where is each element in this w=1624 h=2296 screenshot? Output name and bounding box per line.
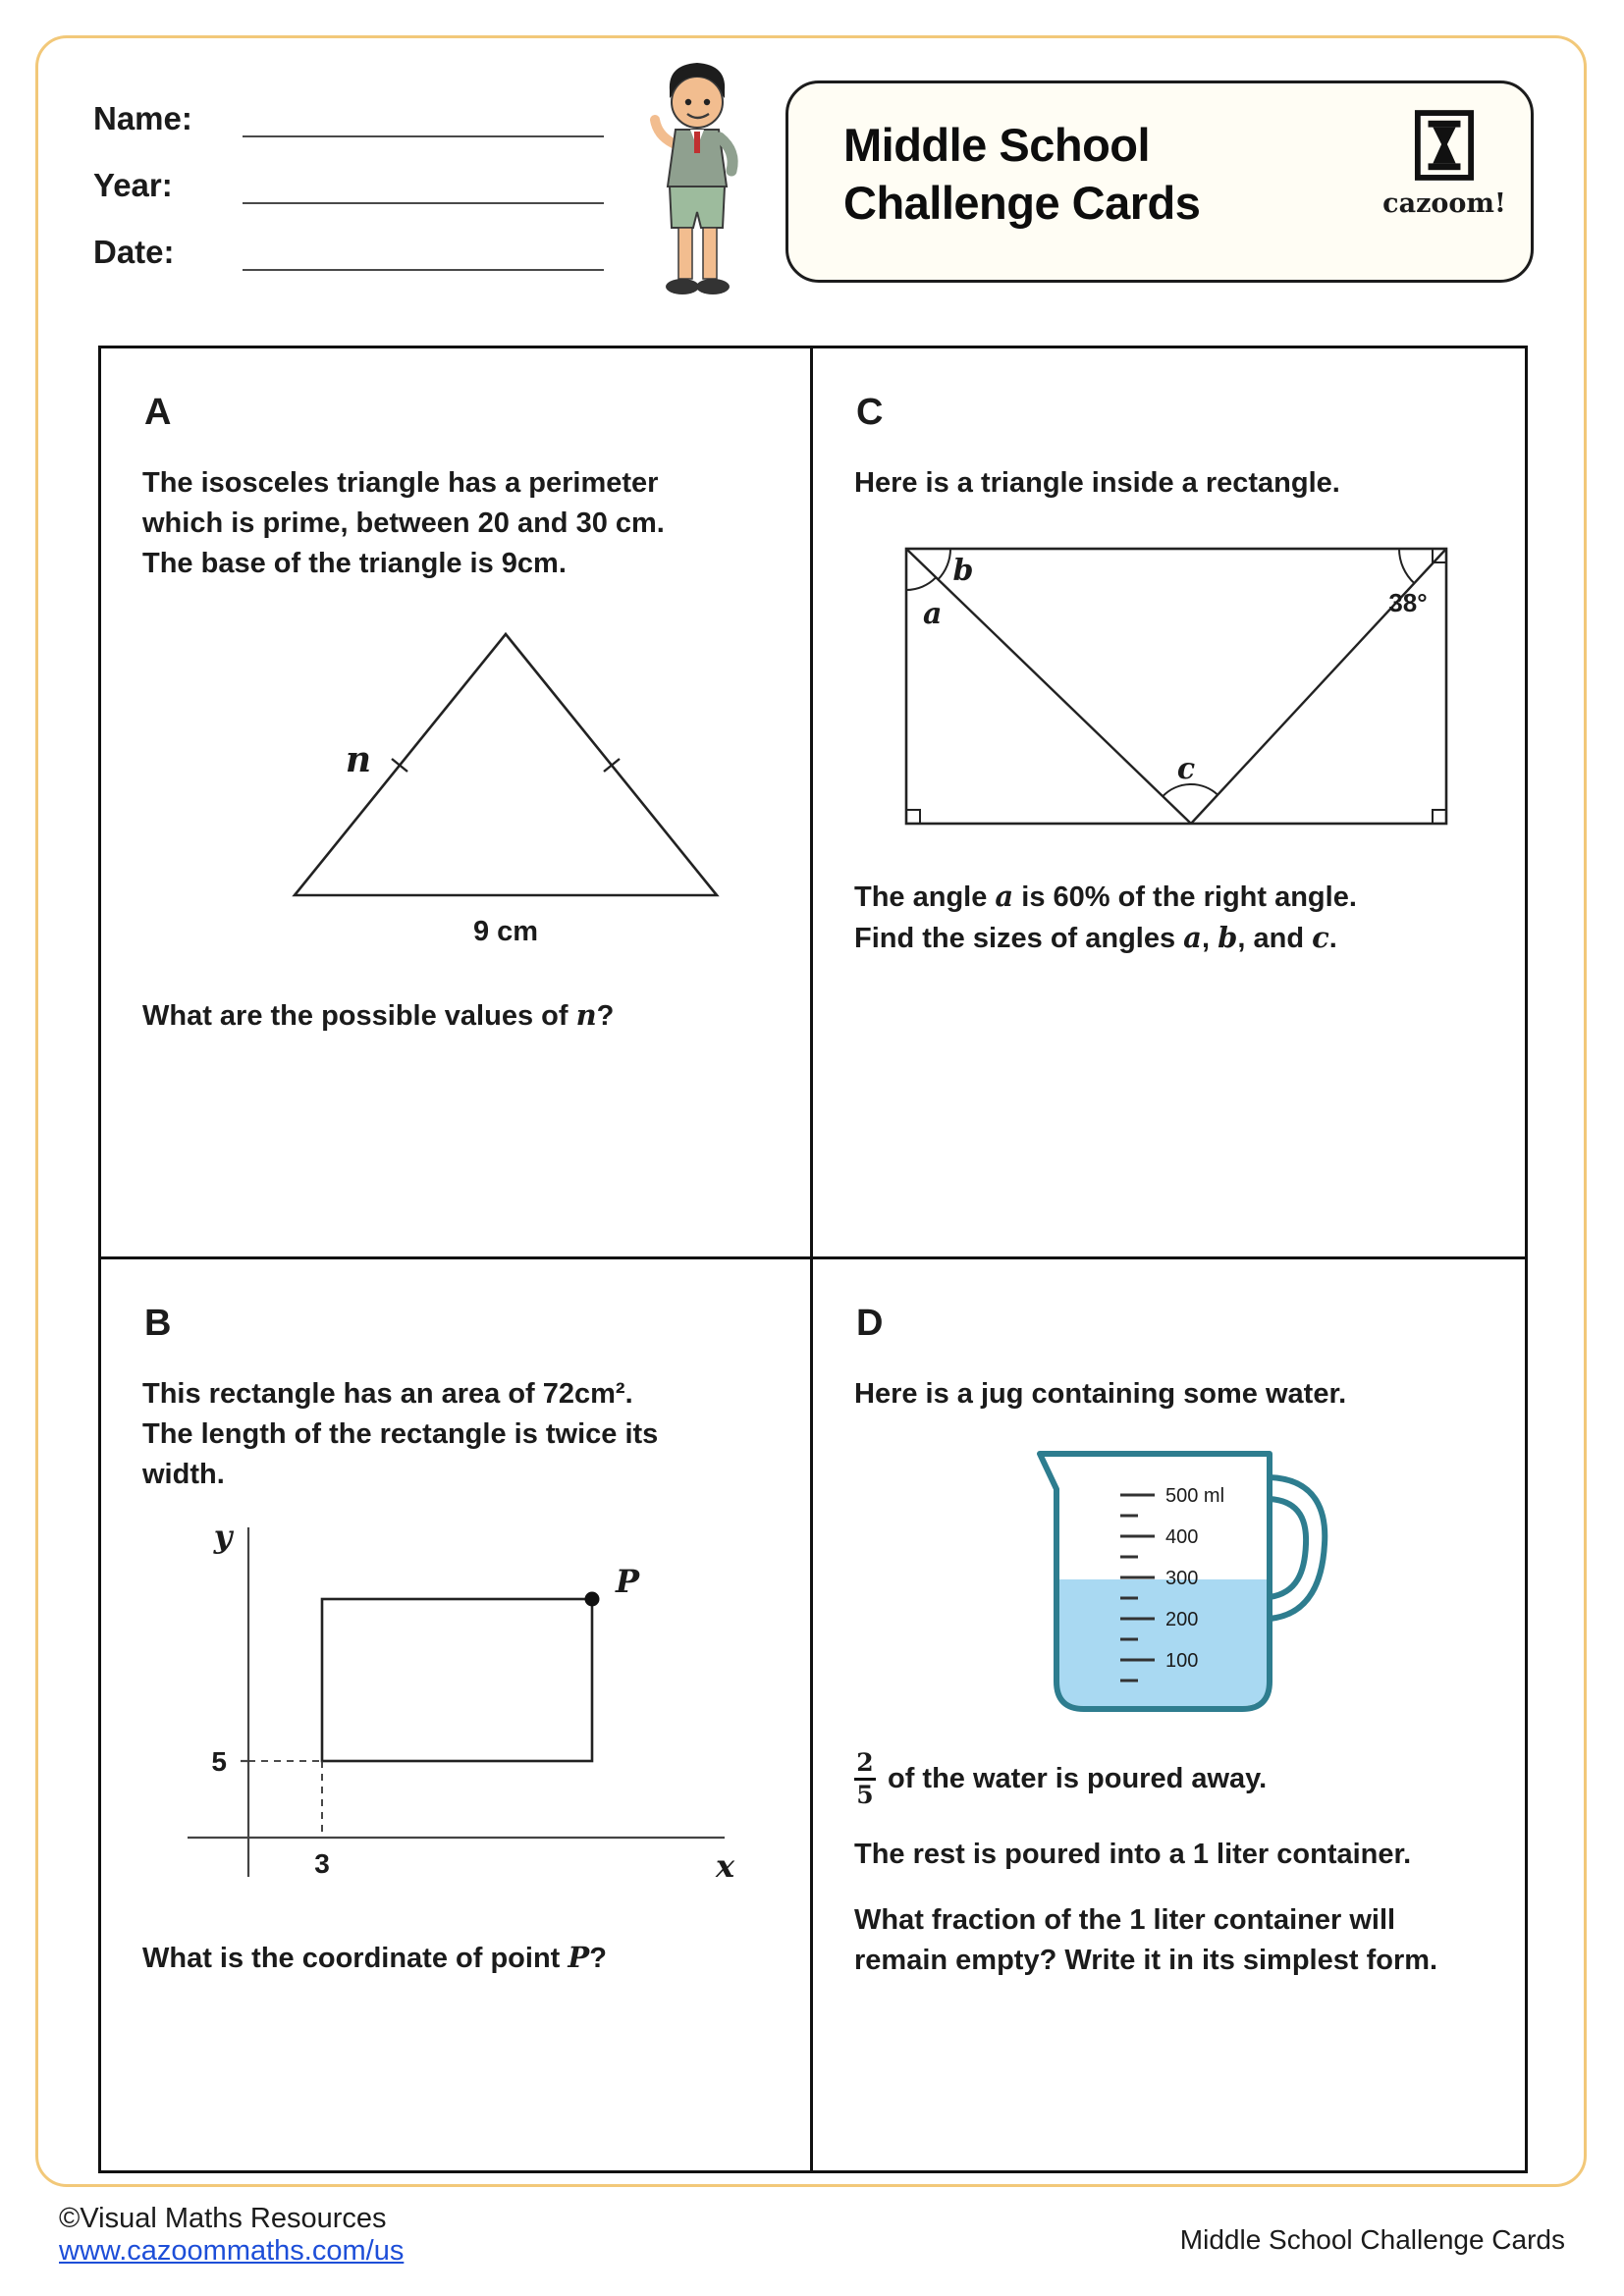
card-d-line-2: The rest is poured into a 1 liter container. bbox=[854, 1838, 1412, 1870]
card-c-letter: C bbox=[856, 392, 884, 433]
year-write-line bbox=[243, 169, 604, 204]
axis-label-3: 3 bbox=[314, 1847, 330, 1879]
fraction-two-fifths bbox=[854, 1750, 876, 1809]
right-side-tick bbox=[604, 759, 620, 772]
card-c-body-line-2: Find the sizes of angles a, b, and c. bbox=[854, 921, 1337, 955]
angle-a-arc bbox=[906, 577, 936, 590]
scale-label-500: 500 ml bbox=[1164, 1485, 1224, 1508]
card-c bbox=[813, 348, 1525, 1259]
card-b-intro-line-2: The length of the rectangle is twice its bbox=[142, 1418, 659, 1451]
fraction-numerator: 2 bbox=[856, 1748, 874, 1778]
card-d bbox=[813, 1259, 1525, 2170]
cazoom-logo bbox=[1381, 109, 1507, 219]
plotted-rectangle bbox=[322, 1599, 592, 1761]
card-a-question: What are the possible values of n? bbox=[142, 997, 615, 1032]
scale-label-300: 300 bbox=[1164, 1568, 1198, 1590]
axis-label-5: 5 bbox=[211, 1745, 227, 1777]
title-line-1: Middle School bbox=[843, 119, 1151, 171]
angle-38-label: 38° bbox=[1388, 588, 1428, 618]
challenge-cards-grid bbox=[98, 346, 1528, 2173]
fraction-denominator: 5 bbox=[856, 1781, 874, 1810]
variable-c: c bbox=[1312, 921, 1329, 955]
card-d-fraction-sentence: $\frac{2}{5}$ of the water is poured away. bbox=[854, 1750, 1484, 1809]
base-length-label: 9 cm bbox=[472, 915, 539, 947]
copyright-text: ©Visual Maths Resources bbox=[59, 2203, 387, 2234]
x-axis-label: x bbox=[716, 1846, 735, 1885]
triangle-in-rectangle-figure bbox=[872, 529, 1461, 843]
student-illustration bbox=[628, 51, 766, 306]
date-write-line bbox=[243, 236, 604, 271]
side-n-label: n bbox=[345, 738, 372, 780]
website-link[interactable]: www.cazoommaths.com/us bbox=[59, 2235, 405, 2268]
coordinate-rectangle-figure bbox=[160, 1516, 749, 1898]
card-b-intro bbox=[142, 1374, 769, 1496]
page-title bbox=[843, 117, 1200, 233]
name-field-row bbox=[93, 96, 604, 137]
scale-label-200: 200 bbox=[1164, 1609, 1198, 1631]
card-b-letter: B bbox=[144, 1303, 172, 1344]
y-axis-label: y bbox=[213, 1517, 233, 1555]
boy-tie bbox=[694, 132, 700, 153]
angle-b-arc bbox=[938, 549, 950, 579]
card-c-intro: Here is a triangle inside a rectangle. bbox=[854, 467, 1340, 499]
variable-a: a bbox=[995, 880, 1014, 914]
right-angle-mark-br bbox=[1433, 810, 1446, 824]
card-a bbox=[101, 348, 813, 1259]
isosceles-triangle-figure bbox=[182, 613, 751, 956]
card-a-intro-line-3: The base of the triangle is 9cm. bbox=[142, 548, 567, 580]
year-label: Year: bbox=[93, 167, 173, 203]
angle-b-label: b bbox=[952, 554, 974, 589]
name-label: Name: bbox=[93, 100, 192, 136]
angle-a-label: a bbox=[923, 597, 943, 632]
year-field-row bbox=[93, 163, 604, 204]
card-b bbox=[101, 1259, 813, 2170]
card-a-intro-line-1: The isosceles triangle has a perimeter bbox=[142, 467, 659, 499]
student-fields bbox=[93, 96, 604, 296]
scale-label-100: 100 bbox=[1164, 1650, 1198, 1673]
variable-a: a bbox=[1183, 921, 1202, 955]
card-d-question: What fraction of the 1 liter container will remain empty? Write it in its simplest form. bbox=[854, 1903, 1438, 1977]
title-line-2: Challenge Cards bbox=[843, 176, 1201, 229]
scale-label-400: 400 bbox=[1164, 1526, 1198, 1549]
footer-left bbox=[59, 2203, 404, 2269]
point-p-label: P bbox=[616, 1562, 640, 1600]
card-a-intro bbox=[142, 463, 769, 585]
point-p-dot bbox=[585, 1591, 600, 1606]
measuring-jug-figure bbox=[973, 1434, 1366, 1729]
angle-c-label: c bbox=[1176, 752, 1196, 787]
variable-p: P bbox=[568, 1940, 590, 1974]
name-write-line bbox=[243, 102, 604, 137]
left-diagonal bbox=[906, 549, 1191, 824]
right-angle-mark-bl bbox=[906, 810, 920, 824]
card-d-intro: Here is a jug containing some water. bbox=[854, 1378, 1347, 1410]
card-c-body bbox=[854, 877, 1484, 959]
worksheet-title-box bbox=[785, 80, 1534, 283]
date-field-row bbox=[93, 230, 604, 271]
card-b-intro-line-1: This rectangle has an area of 72cm². bbox=[142, 1378, 633, 1410]
variable-n: n bbox=[575, 997, 597, 1032]
cazoom-logo-icon bbox=[1414, 109, 1475, 182]
angle-38-arc bbox=[1399, 549, 1414, 583]
card-a-letter: A bbox=[144, 392, 172, 433]
card-c-body-line-1: The angle a is 60% of the right angle. bbox=[854, 880, 1357, 914]
card-b-intro-line-3: width. bbox=[142, 1459, 225, 1491]
jug-handle-inner bbox=[1270, 1499, 1306, 1597]
card-b-question: What is the coordinate of point P? bbox=[142, 1940, 607, 1974]
left-side-tick bbox=[392, 759, 407, 772]
boy-face bbox=[672, 77, 723, 128]
cazoom-logo-text: cazoom! bbox=[1382, 188, 1506, 219]
date-label: Date: bbox=[93, 234, 175, 270]
card-a-intro-line-2: which is prime, between 20 and 30 cm. bbox=[142, 507, 665, 540]
water-fill bbox=[1058, 1579, 1268, 1706]
card-d-letter: D bbox=[856, 1303, 884, 1344]
boy-shorts bbox=[670, 187, 725, 228]
variable-b: b bbox=[1218, 921, 1238, 955]
footer-worksheet-name: Middle School Challenge Cards bbox=[1179, 2224, 1565, 2255]
